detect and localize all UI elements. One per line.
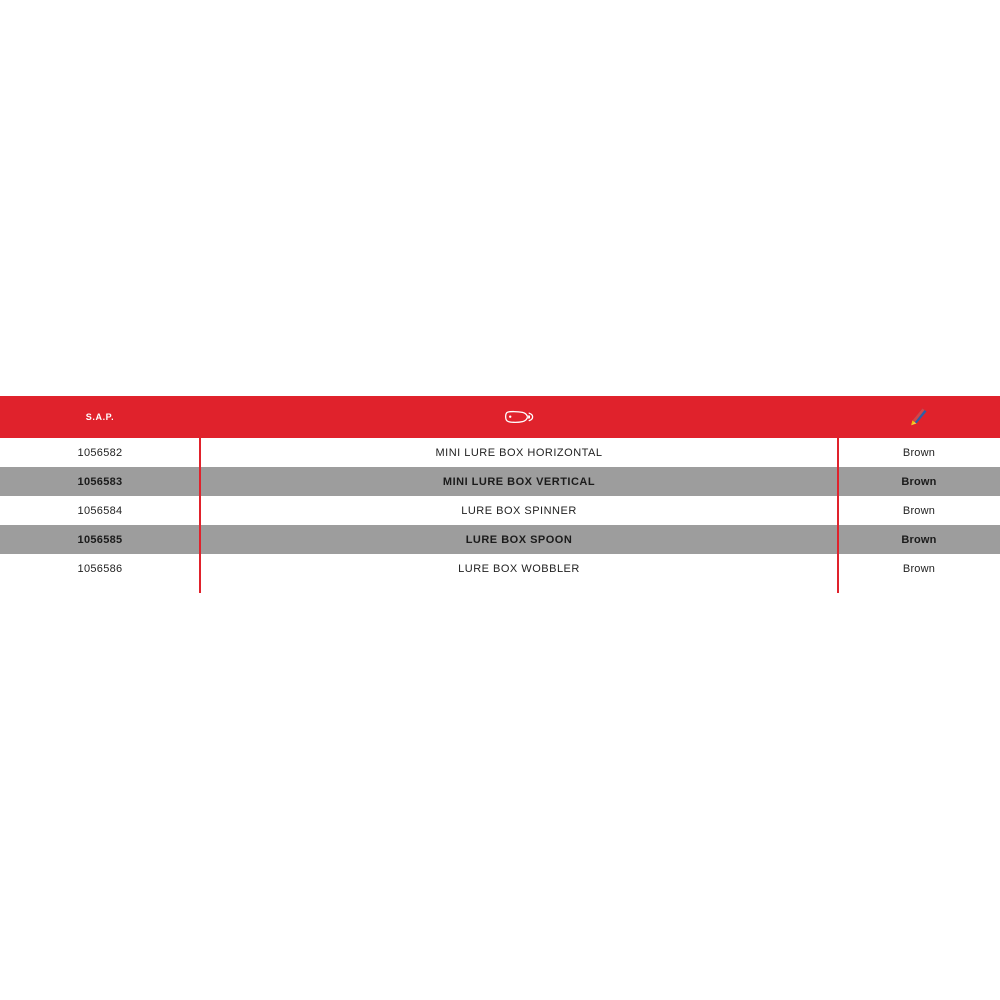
header-cell-name [200,396,838,438]
cell-name: LURE BOX SPOON [465,533,573,546]
color-swatch-icon [908,406,930,428]
cell-name: LURE BOX SPINNER [461,504,577,517]
header-cell-color [838,396,1000,438]
cell-sap: 1056582 [77,446,123,459]
table-row [0,554,1000,583]
cell-name: MINI LURE BOX HORIZONTAL [435,446,603,459]
cell-sap: 1056584 [77,504,123,517]
column-divider-left [199,438,201,593]
table-row [0,525,1000,554]
cell-name: MINI LURE BOX VERTICAL [442,475,596,488]
cell-color: Brown [901,533,937,546]
cell-name: LURE BOX WOBBLER [458,562,580,575]
cell-sap: 1056583 [77,475,123,488]
cell-sap: 1056585 [77,533,123,546]
table-row [0,438,1000,467]
header-cell-sap [0,396,200,438]
cell-color: Brown [902,504,936,517]
tag-icon [504,408,534,426]
cell-sap: 1056586 [77,562,123,575]
cell-color: Brown [901,475,937,488]
cell-color: Brown [902,562,936,575]
table-header-row [0,396,1000,438]
column-divider-right [837,438,839,593]
header-sap-label: S.A.P. [85,412,115,422]
table-row [0,467,1000,496]
cell-color: Brown [902,446,936,459]
table-row [0,496,1000,525]
product-table [0,396,1000,583]
